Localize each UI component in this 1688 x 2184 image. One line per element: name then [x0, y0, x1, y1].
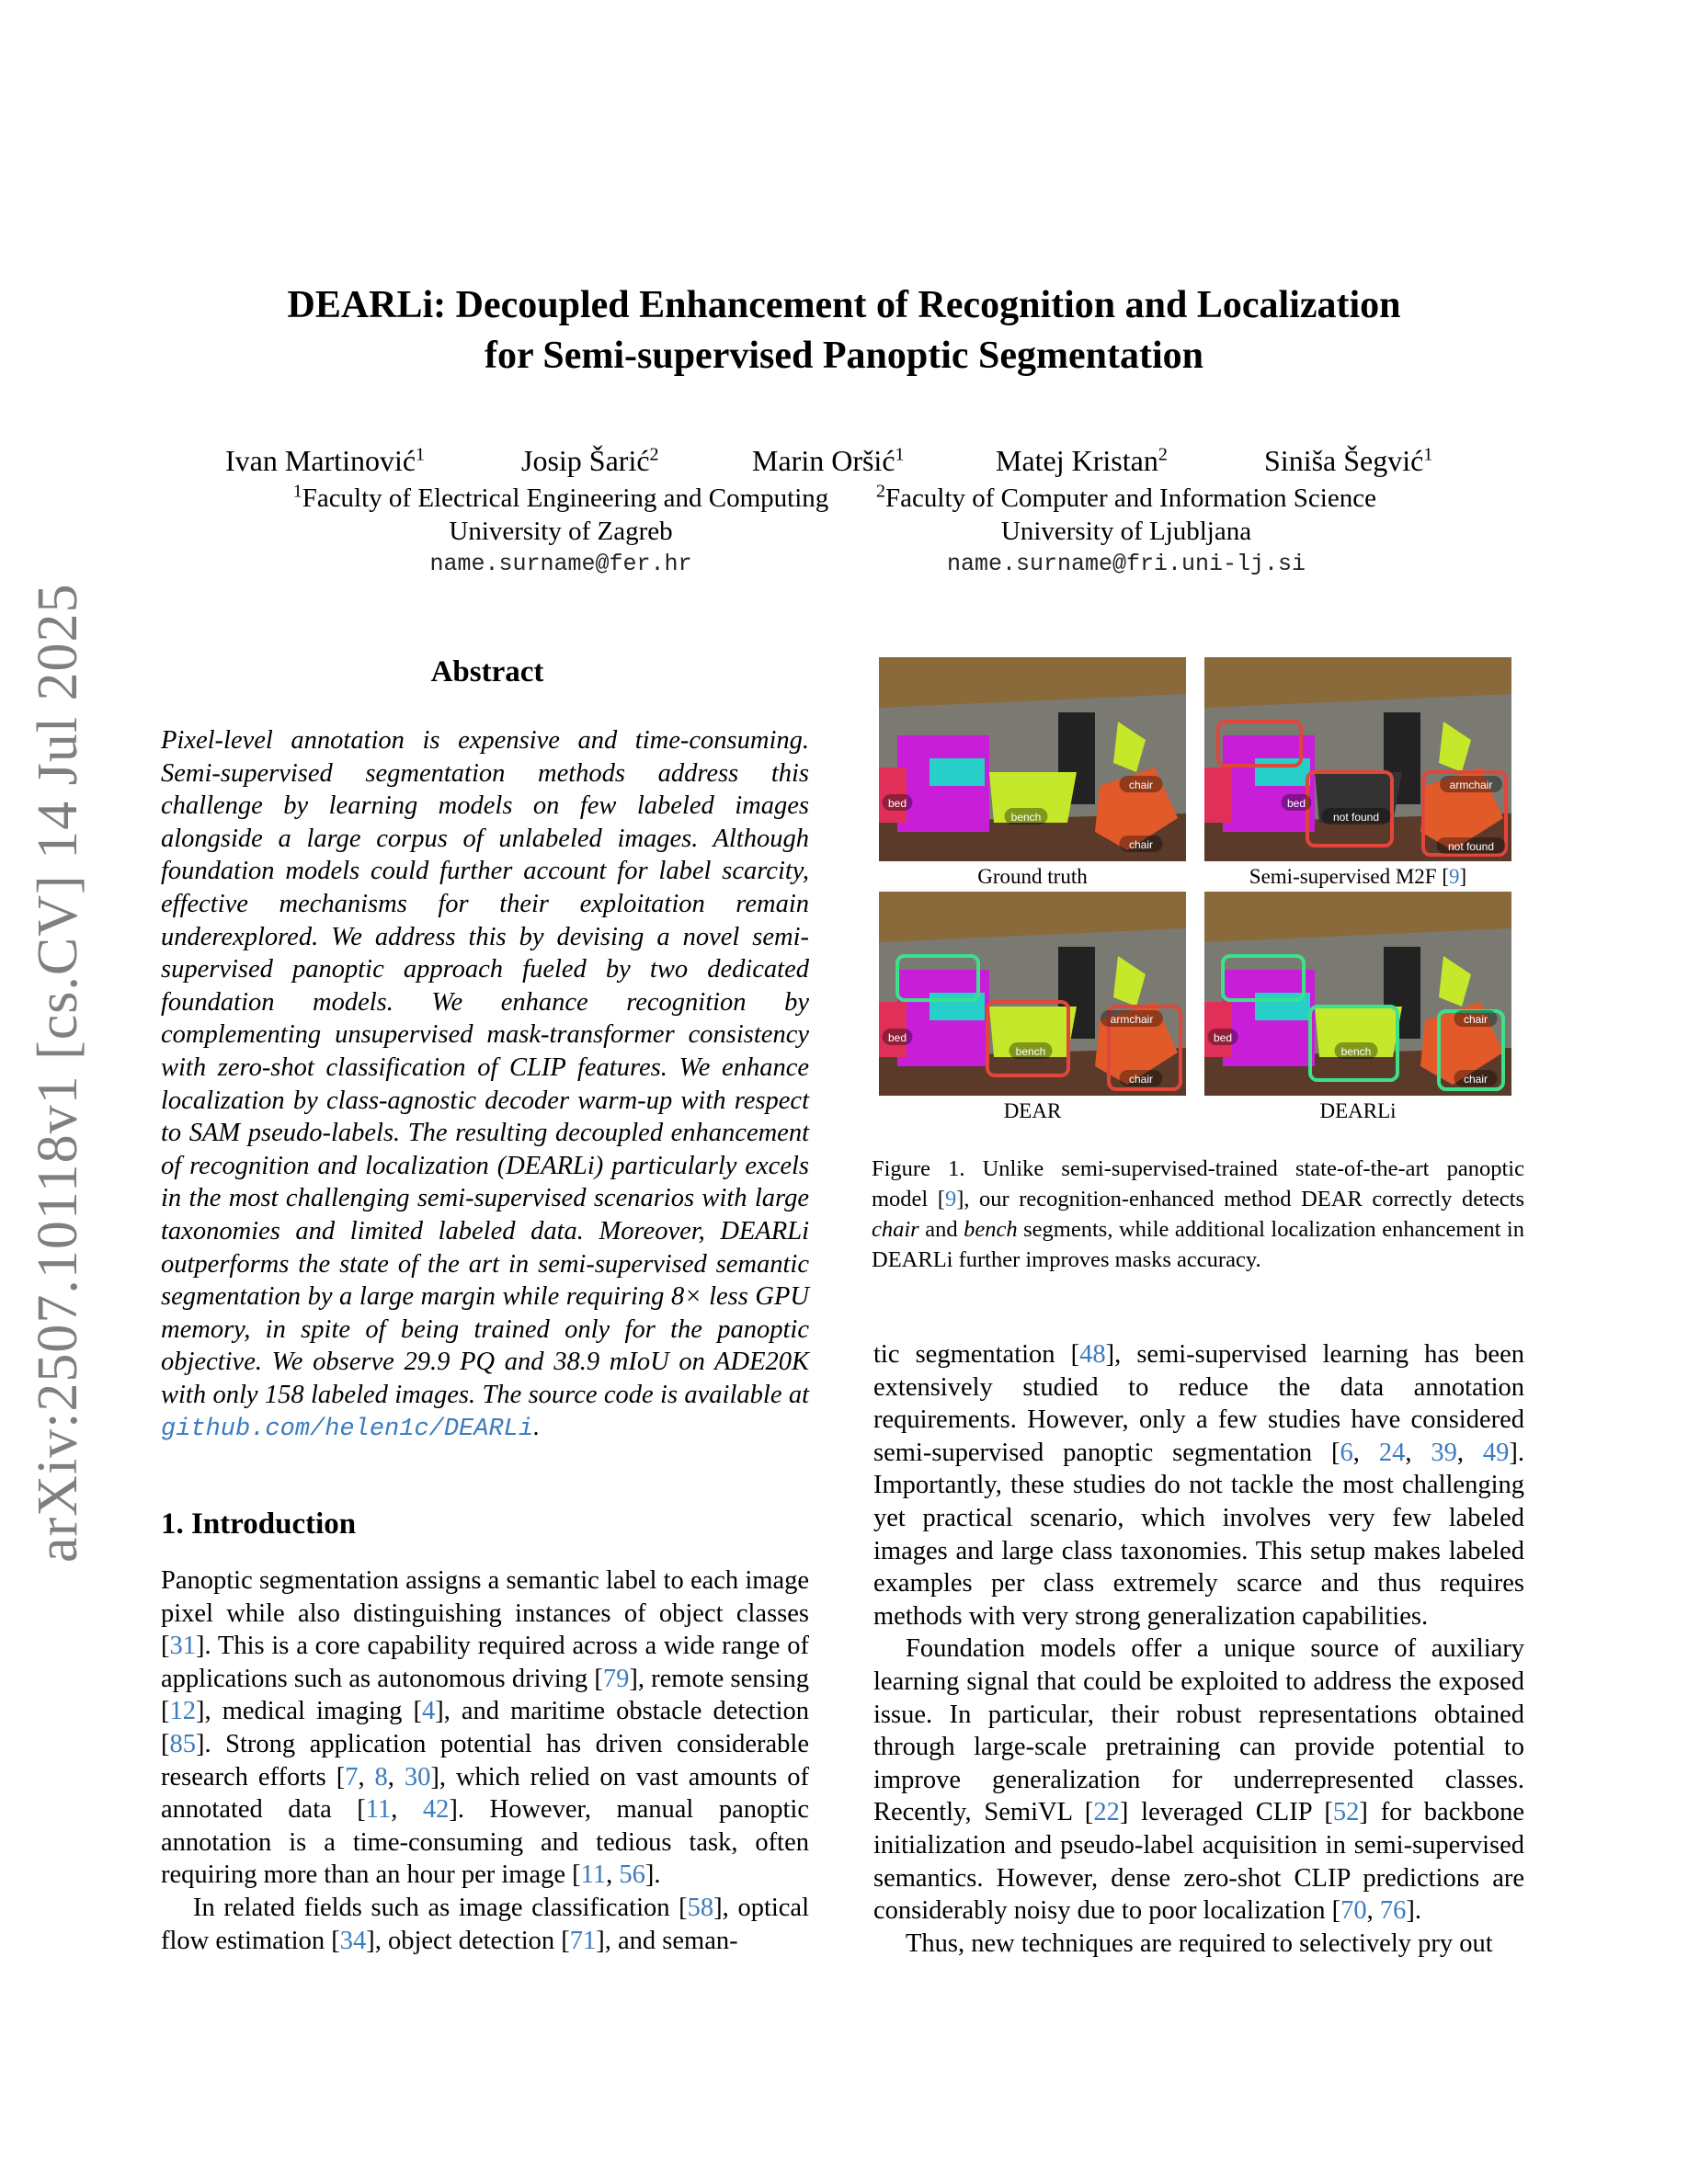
- title-line-1: DEARLi: Decoupled Enhancement of Recognition and Localization: [287, 284, 1401, 326]
- scene-illustration: [879, 892, 1186, 1096]
- affiliation-2: $^2$Faculty of Computer and Information Science University of Ljubljana name.surname@fri.uni-lj.si: [850, 482, 1402, 581]
- source-code-link[interactable]: github.com/helen1c/DEARLi: [161, 1416, 534, 1444]
- svg-text:armchair: armchair: [1449, 779, 1493, 791]
- pillow-segment: [930, 758, 985, 786]
- scene-illustration: [879, 657, 1186, 861]
- citation-link[interactable]: 76: [1379, 1896, 1407, 1926]
- segment-label: [1009, 1042, 1053, 1059]
- figure-panel-dearli: [1204, 892, 1511, 1096]
- email-1: name.surname@fer.hr: [429, 551, 692, 577]
- author: Josip Šarić$^2$: [521, 444, 659, 477]
- panel-caption: DEARLi: [1319, 1099, 1397, 1122]
- segment-label: [1437, 837, 1506, 854]
- intro-left-column: [161, 1564, 809, 1957]
- citation-link[interactable]: 34: [339, 1926, 367, 1955]
- citation-link[interactable]: 11: [580, 1860, 607, 1890]
- segment-label: [1101, 1010, 1163, 1027]
- intro-paragraph-3: Foundation models offer a unique source of auxiliary learning signal that could be exploited to address the exposed issue. In particular, their robust representations obtained through large-scale pretraining can provide potential to improve generalization for underrepresented classes. Recently, SemiVL [22] leveraged CLIP [52] for backbone initialization and pseudo-label acquisition in semi-supervised semantics. However, dense zero-shot CLIP predictions are considerably noisy due to poor localization [70, 76].: [873, 1634, 1524, 1926]
- section-heading: 1. Introduction: [161, 1507, 357, 1541]
- svg-text:chair: chair: [1128, 1073, 1154, 1086]
- citation-link[interactable]: 70: [1340, 1896, 1367, 1926]
- paper-title: [0, 280, 1688, 381]
- author: Marin Oršić$^1$: [752, 444, 905, 477]
- segment-label: [883, 794, 913, 811]
- figure-panel-ground-truth: [879, 657, 1186, 861]
- intro-paragraph-4: Thus, new techniques are required to selectively pry out: [906, 1928, 1493, 1958]
- citation-link[interactable]: 42: [422, 1795, 450, 1825]
- citation-link[interactable]: 79: [602, 1664, 630, 1693]
- svg-text:bed: bed: [1213, 1031, 1233, 1044]
- author: Matej Kristan$^2$: [996, 444, 1168, 477]
- segment-label: [1335, 1042, 1378, 1059]
- svg-text:armchair: armchair: [1110, 1013, 1154, 1026]
- segment-label: [1120, 836, 1163, 852]
- svg-text:bed: bed: [887, 1031, 907, 1044]
- author: Ivan Martinović$^1$: [225, 444, 426, 477]
- citation-link[interactable]: 56: [619, 1860, 645, 1890]
- citation-link[interactable]: 8: [374, 1762, 388, 1792]
- citation-link[interactable]: 24: [1378, 1438, 1406, 1467]
- abstract-body: Pixel-level annotation is expensive and time-consuming. Semi-supervised segmentation methods address this challenge by learning models on few labeled images alongside a large corpus of unlabeled images. Although foundation models could further account for label scarcity, effective mechanisms for their exploitation remain underexplored. We address this by devising a novel semi-supervised panoptic approach fueled by two dedicated foundation models. We enhance recognition by complementing unsupervised mask-transformer consistency with zero-shot classification of CLIP features. We enhance localization by class-agnostic decoder warm-up with respect to SAM pseudo-labels. The resulting decoupled enhancement of recognition and localization (DEARLi) particularly excels in the most challenging semi-supervised scenarios with large taxonomies and limited labeled data. Moreover, DEARLi outperforms the state of the art in semi-supervised semantic segmentation by a large margin while requiring 8× less GPU memory, in spite of being trained only for the panoptic objective. We observe 29.9 PQ and 38.9 mIoU on ADE20K with only 158 labeled images. The source code is available at github.com/helen1c/DEARLi.: [161, 726, 809, 1444]
- intro-paragraph-2-continued: tic segmentation [48], semi-supervised learning has been extensively studied to reduce the data annotation requirements. However, only a few studies have considered semi-supervised panoptic segmentation [6, 24, 39, 49]. Importantly, these studies do not tackle the most challenging yet practical scenario, which involves very few labeled images and large class taxonomies. This setup makes labeled examples per class extremely scarce and thus requires methods with very strong generalization capabilities.: [873, 1340, 1524, 1631]
- citation-link[interactable]: 22: [1093, 1798, 1120, 1827]
- citation-link[interactable]: 7: [345, 1762, 359, 1792]
- arxiv-identifier: arXiv:2507.10118v1 [cs.CV] 14 Jul 2025: [27, 583, 89, 1563]
- panel-caption: Semi-supervised M2F [9]: [1249, 865, 1467, 888]
- svg-text:chair: chair: [1128, 779, 1154, 791]
- title-line-2: for Semi-supervised Panoptic Segmentation: [484, 335, 1204, 377]
- citation-link[interactable]: 39: [1431, 1438, 1457, 1467]
- affiliation-1: $^1$Faculty of Electrical Engineering and Computing University of Zagreb name.surname@fer.hr: [285, 482, 837, 581]
- segment-label: [1005, 808, 1048, 825]
- citation-link[interactable]: 6: [1340, 1438, 1353, 1467]
- citation-link[interactable]: 11: [365, 1795, 392, 1825]
- pillow-segment: [1255, 758, 1310, 786]
- scene-illustration: [1204, 657, 1511, 861]
- segment-label: [1282, 794, 1312, 811]
- intro-paragraph-1: Panoptic segmentation assigns a semantic label to each image pixel while also distinguishing instances of object classes [31]. This is a core capability required across a wide range of applications such as autonomous driving [79], remote sensing [12], medical imaging [4], and maritime obstacle detection [85]. Strong application potential has driven considerable research efforts [7, 8, 30], which relied on vast amounts of annotated data [11, 42]. However, manual panoptic annotation is a time-consuming and tedious task, often requiring more than an hour per image [11, 56].: [161, 1566, 810, 1890]
- citation-link[interactable]: 71: [569, 1926, 597, 1955]
- intro-right-column: [873, 1338, 1524, 1960]
- citation-link[interactable]: 48: [1079, 1340, 1106, 1369]
- segment-label: [1208, 1029, 1238, 1045]
- citation-link[interactable]: 31: [169, 1632, 196, 1661]
- svg-text:bench: bench: [1340, 1045, 1372, 1058]
- scene-illustration: [1204, 892, 1511, 1096]
- segment-label: [1454, 1070, 1498, 1086]
- citation-link[interactable]: 49: [1482, 1438, 1510, 1467]
- svg-text:chair: chair: [1463, 1013, 1488, 1026]
- intro-paragraph-2: In related fields such as image classification [58], optical flow estimation [34], object detection [71], and seman-: [161, 1893, 809, 1955]
- segment-label: [883, 1029, 913, 1045]
- segment-label: [1322, 808, 1391, 825]
- svg-text:chair: chair: [1128, 838, 1154, 851]
- citation-link[interactable]: 4: [421, 1697, 436, 1726]
- panel-caption: Ground truth: [977, 865, 1088, 888]
- panel-caption: DEAR: [1003, 1099, 1062, 1122]
- segment-label: [1454, 1010, 1498, 1027]
- figure-caption: Figure 1. Unlike semi-supervised-trained state-of-the-art panoptic model [9], our recognition-enhanced method DEAR correctly detects chair and bench segments, while additional localization enhancement in DEARLi further improves masks accuracy.: [872, 1156, 1524, 1272]
- author: Siniša Šegvić$^1$: [1264, 444, 1433, 477]
- svg-text:bed: bed: [887, 797, 907, 810]
- figure-panel-dear: [879, 892, 1186, 1096]
- svg-text:bed: bed: [1286, 797, 1306, 810]
- abstract-heading: Abstract: [430, 655, 544, 688]
- figure-panel-m2f: [1204, 657, 1511, 861]
- svg-text:bench: bench: [1010, 811, 1042, 824]
- segment-label: [1120, 1070, 1163, 1086]
- citation-link[interactable]: 58: [687, 1893, 714, 1922]
- svg-text:not found: not found: [1332, 811, 1380, 824]
- segment-label: [1120, 776, 1163, 792]
- svg-text:bench: bench: [1015, 1045, 1046, 1058]
- svg-text:chair: chair: [1463, 1073, 1488, 1086]
- citation-link[interactable]: 52: [1332, 1798, 1360, 1827]
- citation-link[interactable]: 30: [404, 1762, 431, 1792]
- citation-link[interactable]: 85: [169, 1729, 196, 1758]
- segment-label: [1440, 776, 1502, 792]
- email-2: name.surname@fri.uni-lj.si: [946, 551, 1306, 577]
- svg-text:not found: not found: [1447, 840, 1495, 853]
- table-segment: [1204, 768, 1232, 823]
- citation-link[interactable]: 12: [169, 1697, 196, 1726]
